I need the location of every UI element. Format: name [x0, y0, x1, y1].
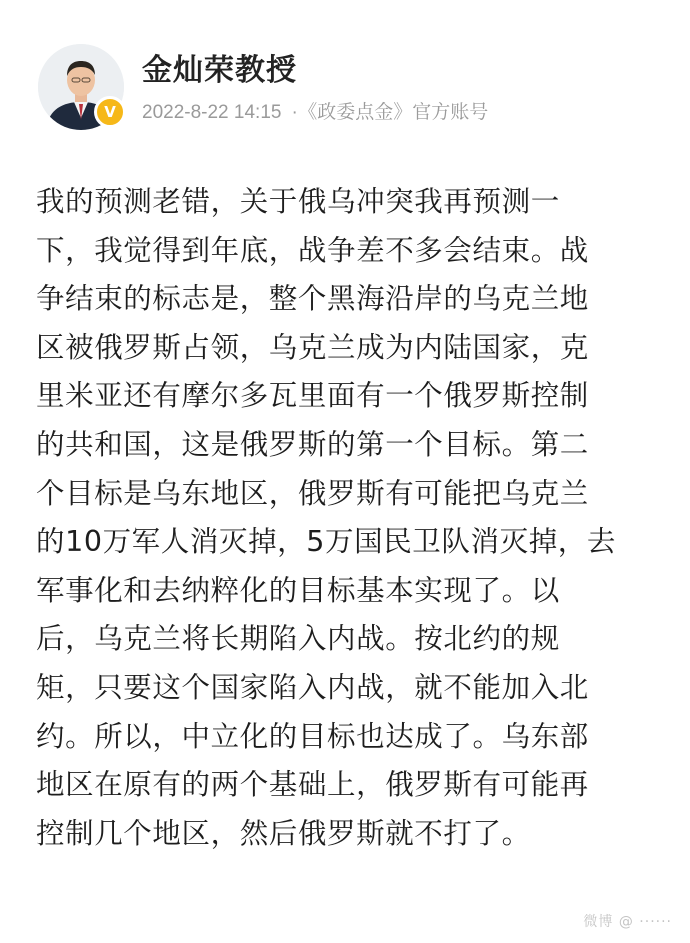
post-body-line: 约。所以，中立化的目标也达成了。乌东部: [36, 719, 589, 753]
meta-separator: ·: [291, 102, 298, 123]
post-body-line: 下，我觉得到年底，战争差不多会结束。战: [36, 233, 589, 267]
post-body-line: 我的预测老错，关于俄乌冲突我再预测一: [36, 185, 560, 218]
post-body-line: 矩，只要这个国家陷入内战，就不能加入北: [36, 670, 589, 704]
post-body-line: 里米亚还有摩尔多瓦里面有一个俄罗斯控制: [36, 379, 589, 413]
post-body-line: 区被俄罗斯占领，乌克兰成为内陆国家，克: [36, 330, 589, 364]
post-body-line: 地区在原有的两个基础上，俄罗斯有可能再: [36, 768, 589, 802]
author-name[interactable]: 金灿荣教授: [142, 53, 297, 88]
verified-badge-icon: V: [94, 96, 126, 128]
post-body-line: 控制几个地区，然后俄罗斯就不打了。: [36, 816, 531, 850]
post-body-line: 争结束的标志是，整个黑海沿岸的乌克兰地: [36, 282, 589, 316]
watermark: 微博 @ ······: [579, 909, 676, 933]
post-body-line: 后，乌克兰将长期陷入内战。按北约的规: [36, 622, 560, 656]
post-body: [36, 178, 658, 858]
post-header: [0, 0, 690, 150]
post-body-line: 的10万军人消灭掉，5万国民卫队消灭掉，去: [36, 525, 616, 559]
post-body-line: 个目标是乌东地区，俄罗斯有可能把乌克兰: [36, 476, 589, 510]
post-body-line: 军事化和去纳粹化的目标基本实现了。以: [36, 573, 560, 607]
post-body-line: 的共和国，这是俄罗斯的第一个目标。第二: [36, 427, 589, 461]
post-meta: [142, 97, 498, 124]
post-source[interactable]: 《政委点金》官方账号: [307, 102, 489, 123]
avatar[interactable]: [38, 44, 124, 130]
post-date: 2022-8-22 14:15: [142, 102, 282, 123]
